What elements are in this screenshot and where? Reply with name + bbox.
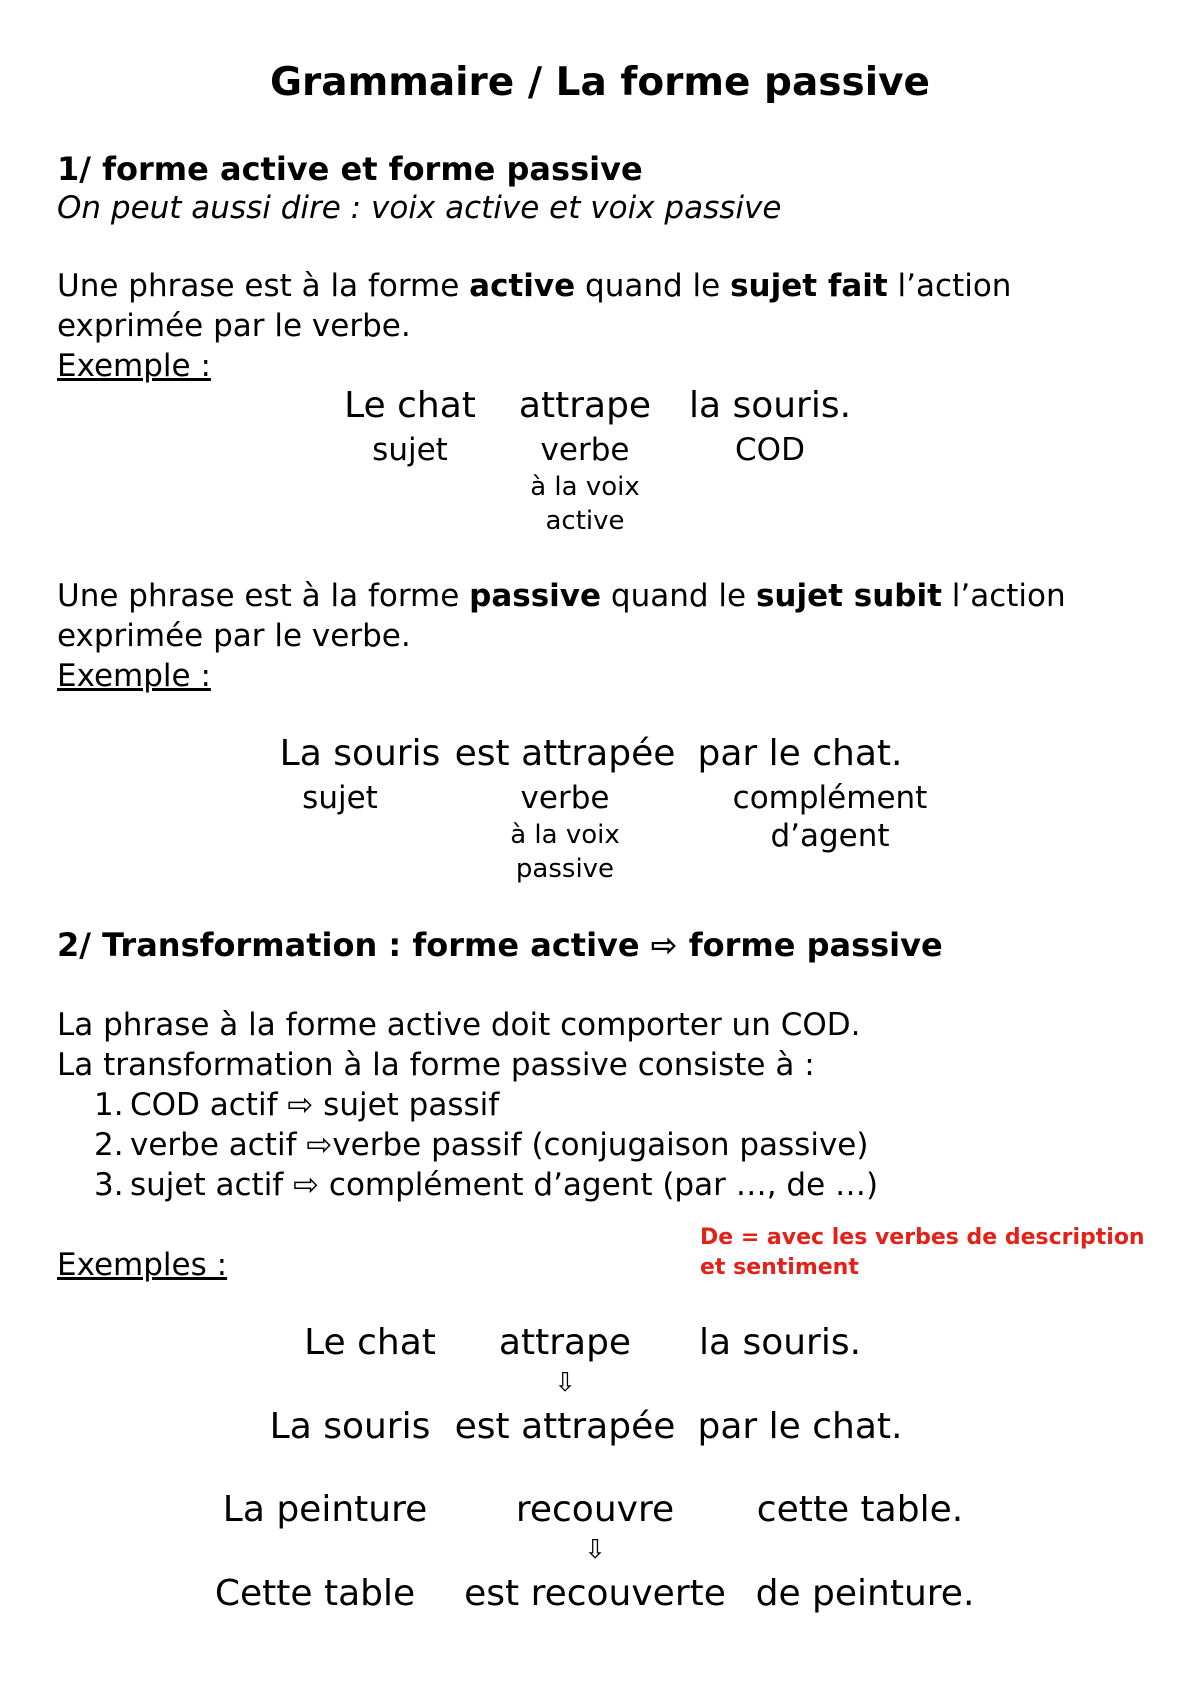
passive-def-text-2: quand le (601, 578, 756, 614)
ex1-passive-agent: par le chat. (697, 1406, 903, 1447)
active-def-text-3: l’action (887, 268, 1012, 304)
passive-ex-word-subject: La souris (279, 733, 441, 774)
ex1-passive-subject: La souris (269, 1406, 431, 1447)
example-label-2: Exemple : (57, 658, 211, 694)
active-definition-line2: exprimée par le verbe. (57, 308, 411, 344)
down-arrow-icon: ⇩ (584, 1535, 606, 1565)
active-ex-word-cod: la souris. (688, 385, 852, 426)
passive-definition (57, 576, 1066, 616)
active-def-text-1: Une phrase est à la forme (57, 268, 470, 304)
step-number: 3. (94, 1167, 124, 1203)
passive-ex-word-verb: est attrapée (454, 733, 676, 774)
passive-def-text-3: l’action (941, 578, 1066, 614)
passive-ex-agent-line2: d’agent (770, 818, 890, 854)
passive-definition-line2: exprimée par le verbe. (57, 618, 411, 654)
ex1-active-verb: attrape (498, 1322, 632, 1363)
active-ex-label-cod: COD (735, 432, 805, 468)
active-ex-word-verb: attrape (518, 385, 652, 426)
step-text: COD actif ⇨ sujet passif (130, 1087, 500, 1123)
section2-heading: 2/ Transformation : forme active ⇨ forme passive (57, 926, 943, 964)
example-label-1: Exemple : (57, 348, 211, 384)
list-item (94, 1125, 878, 1165)
passive-def-bold-2: sujet subit (755, 578, 942, 614)
active-ex-voice-line1: à la voix (530, 472, 640, 502)
ex1-active-subject: Le chat (304, 1322, 436, 1363)
section2-line1: La phrase à la forme active doit comporter un COD. (57, 1007, 861, 1043)
ex2-passive-subject: Cette table (214, 1573, 416, 1614)
list-item (94, 1085, 878, 1125)
active-ex-voice-line2: active (545, 506, 625, 536)
passive-ex-label-subject: sujet (302, 780, 378, 816)
active-definition (57, 266, 1011, 306)
active-def-text-2: quand le (575, 268, 731, 304)
down-arrow-icon: ⇩ (554, 1368, 576, 1398)
step-number: 2. (94, 1127, 124, 1163)
ex2-passive-verb: est recouverte (464, 1573, 726, 1614)
ex1-active-cod: la souris. (698, 1322, 862, 1363)
ex2-active-verb: recouvre (515, 1489, 675, 1530)
passive-ex-voice-line2: passive (515, 854, 615, 884)
transformation-steps (94, 1085, 878, 1205)
step-text: sujet actif ⇨ complément d’agent (par …, de …) (130, 1167, 879, 1203)
annotation-note: De = avec les verbes de description et sentiment (700, 1225, 1145, 1280)
active-def-bold-1: active (469, 268, 576, 304)
passive-def-text-1: Une phrase est à la forme (57, 578, 470, 614)
ex2-passive-agent: de peinture. (755, 1573, 975, 1614)
passive-ex-label-verb: verbe (520, 780, 610, 816)
page-title: Grammaire / La forme passive (270, 60, 930, 105)
examples-label: Exemples : (57, 1247, 228, 1283)
passive-def-bold-1: passive (469, 578, 602, 614)
ex1-passive-verb: est attrapée (454, 1406, 676, 1447)
ex2-active-subject: La peinture (222, 1489, 428, 1530)
passive-ex-word-agent: par le chat. (697, 733, 903, 774)
active-def-bold-2: sujet fait (730, 268, 888, 304)
section1-heading: 1/ forme active et forme passive (57, 150, 643, 188)
list-item (94, 1165, 878, 1205)
active-ex-label-verb: verbe (540, 432, 630, 468)
section1-subtitle: On peut aussi dire : voix active et voix passive (57, 190, 782, 226)
active-ex-word-subject: Le chat (344, 385, 476, 426)
ex2-active-cod: cette table. (756, 1489, 964, 1530)
step-number: 1. (94, 1087, 124, 1123)
passive-ex-voice-line1: à la voix (510, 820, 620, 850)
section2-line2: La transformation à la forme passive consiste à : (57, 1047, 815, 1083)
active-ex-label-subject: sujet (372, 432, 448, 468)
passive-ex-label-agent: complément (732, 780, 928, 816)
step-text: verbe actif ⇨verbe passif (conjugaison passive) (130, 1127, 869, 1163)
